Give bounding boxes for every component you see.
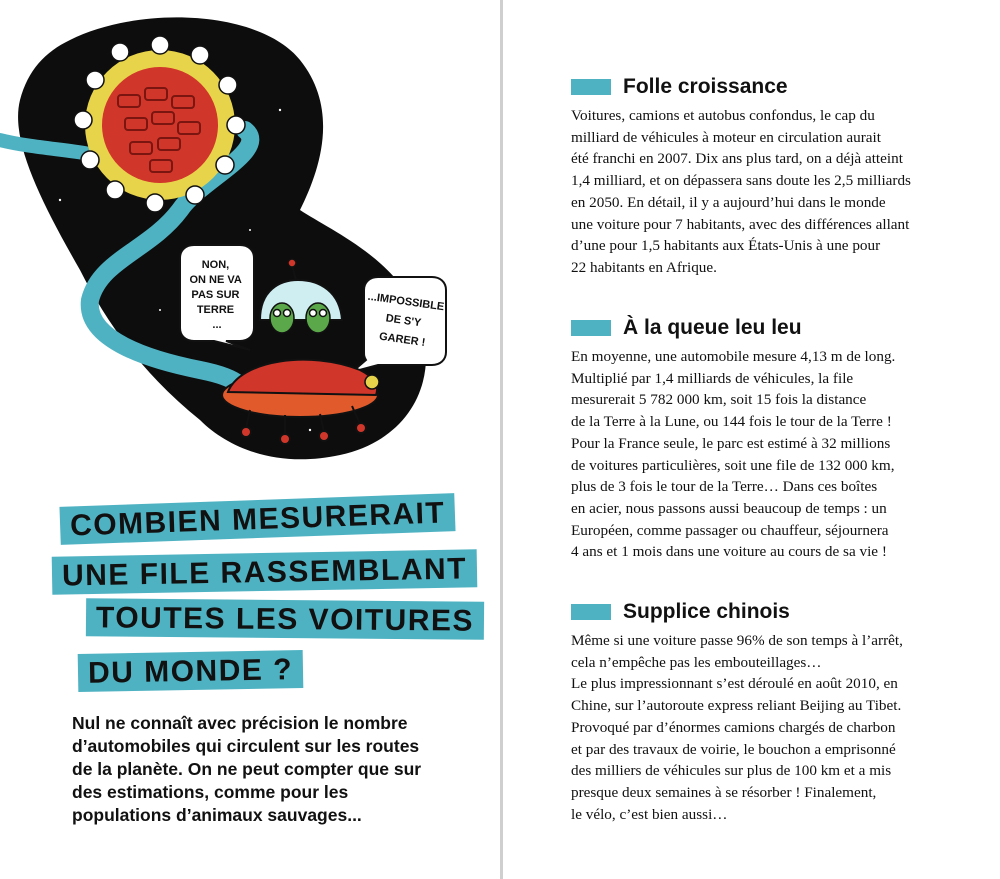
section-heading (571, 316, 941, 340)
section-marker (571, 604, 611, 620)
section-heading (571, 600, 941, 624)
right-page (503, 0, 1000, 879)
section-title: À la queue leu leu (623, 316, 802, 339)
speech-right-line: GARER ! (378, 330, 427, 349)
section-queue-leu-leu (571, 316, 941, 563)
title-line-3: TOUTES LES VOITURES (86, 598, 484, 639)
speech-right-line: DE S'Y (384, 312, 422, 330)
section-heading (571, 75, 941, 99)
alien-spaceship-illustration (0, 0, 500, 490)
speech-bubble-left (180, 245, 254, 350)
section-body: Voitures, camions et autobus confondus, le cap du milliard de véhicules à moteur en circulation aurait été franchi en 2007. Dix ans plus tard, on a déjà atteint 1,4 milliard, et on dépassera sans doute les 2,5 milliards en 2050. En détail, il y a aujourd’hui dans le monde une voiture pour 7 habitants, avec des différences allant d’une pour 1,5 habitants aux États-Unis à une pour 22 habitants en Afrique. (571, 107, 911, 276)
title-line-4: DU MONDE ? (78, 650, 304, 692)
title-line-1: COMBIEN MESURERAIT (59, 493, 455, 545)
section-title: Folle croissance (623, 75, 788, 98)
intro-paragraph: Nul ne connaît avec précision le nombre d’automobiles qui circulent sur les routes de la planète. On ne peut compter que sur des estimations, comme pour les populations d’animaux sauvages... (72, 713, 422, 825)
speech-left-line: ON NE VA (189, 274, 242, 286)
title-line-2: UNE FILE RASSEMBLANT (52, 549, 478, 594)
speech-left-line: TERRE (196, 304, 235, 316)
section-body: En moyenne, une automobile mesure 4,13 m de long. Multiplié par 1,4 milliards de véhicules, la file mesurerait 5 782 000 km, soit 15 fois la distance de la Terre à la Lune, ou 144 fois le tour de la Terre ! Pour la France seule, le parc est estimé à 32 millions de voitures particulières, soit une file de 132 000 km, plus de 3 fois le tour de la Terre… Dans ces boîtes en acier, nous passons aussi beaucoup de temps : un Européen, comme passager ou chauffeur, séjournera 4 ans et 1 mois dans une voiture au cours de sa vie ! (571, 348, 896, 561)
section-marker (571, 320, 611, 336)
section-marker (571, 79, 611, 95)
speech-left-line: NON, (201, 259, 230, 271)
section-title: Supplice chinois (623, 600, 790, 623)
speech-right-line: ...IMPOSSIBLE (367, 290, 445, 314)
speech-left-line: ... (212, 319, 222, 331)
section-folle-croissance (571, 75, 941, 279)
section-supplice-chinois (571, 600, 941, 825)
speech-left-line: PAS SUR (191, 289, 240, 301)
speech-bubble-right (352, 277, 448, 372)
section-body: Même si une voiture passe 96% de son temps à l’arrêt, cela n’empêche pas les embouteillages… Le plus impressionnant s’est déroulé en août 2010, en Chine, sur l’autoroute express reliant Beijing au Tibet. Provoqué par d’énormes camions chargés de charbon et par des travaux de voirie, le bouchon a emprisonné des milliers de véhicules sur plus de 100 km et a mis presque deux semaines à se résorber ! Finalement, le vélo, c’est bien aussi… (571, 632, 903, 823)
